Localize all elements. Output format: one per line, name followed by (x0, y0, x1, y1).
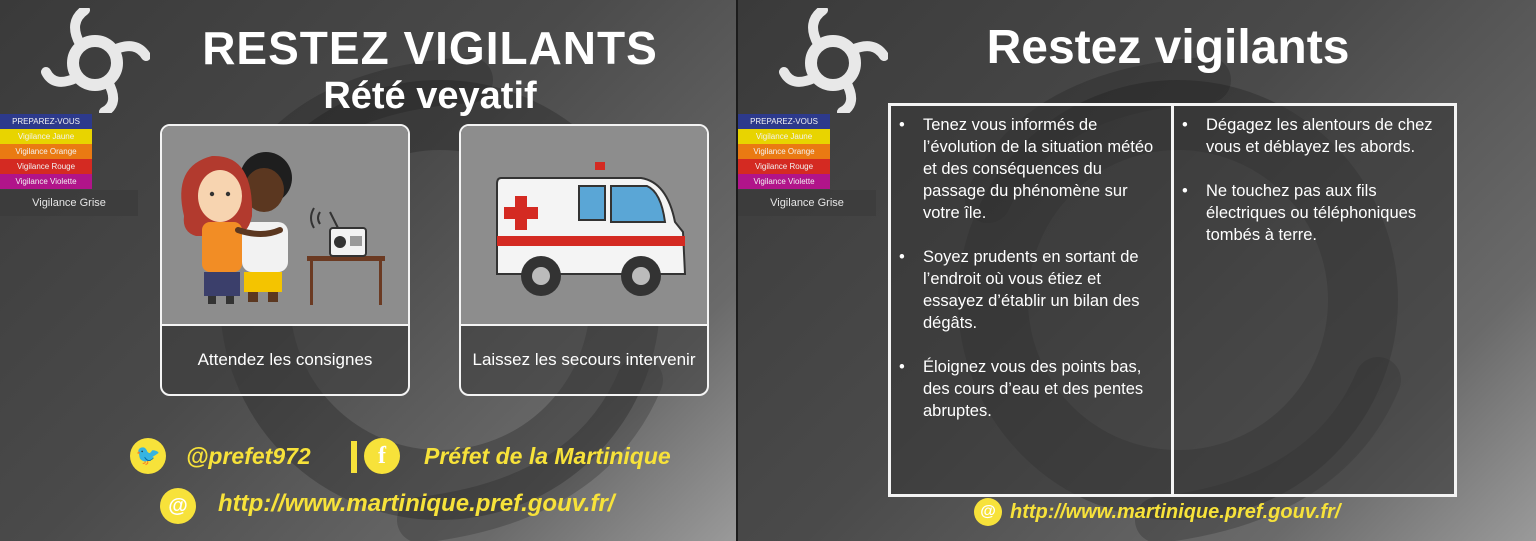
page-title: RESTEZ VIGILANTS (202, 22, 658, 74)
at-sign-icon: @ (160, 488, 196, 524)
level-preparez-vous: PREPAREZ-VOUS (738, 114, 830, 129)
facebook-page[interactable]: Préfet de la Martinique (424, 443, 671, 469)
advice-item: • Ne touchez pas aux fils électriques ou téléphoniques tombés à terre. (1206, 180, 1444, 246)
level-preparez-vous: PREPAREZ-VOUS (0, 114, 92, 129)
advice-item: • Soyez prudents en sortant de l’endroit où vous étiez et essayez d’établir un bilan des dégâts. (923, 246, 1161, 334)
level-grise: Vigilance Grise (0, 190, 138, 216)
card-caption: Attendez les consignes (197, 350, 373, 369)
card-secours (459, 124, 709, 396)
advice-column-left (891, 106, 1174, 494)
vigilance-levels (0, 114, 92, 189)
card-attendez (160, 124, 410, 396)
card-illustration (461, 126, 707, 326)
website-link[interactable]: http://www.martinique.pref.gouv.fr/ (1010, 501, 1341, 523)
at-sign-icon: @ (974, 498, 1002, 526)
level-rouge: Vigilance Rouge (738, 159, 830, 174)
advice-item: • Tenez vous informés de l’évolution de la situation météo et des conséquences du passage du phénomène sur votre île. (923, 114, 1161, 224)
level-rouge: Vigilance Rouge (0, 159, 92, 174)
cyclone-logo-icon (40, 8, 150, 113)
card-illustration (162, 126, 408, 326)
advice-item: • Éloignez vous des points bas, des cours d’eau et des pentes abruptes. (923, 356, 1161, 422)
level-violette: Vigilance Violette (738, 174, 830, 189)
website-link[interactable]: http://www.martinique.pref.gouv.fr/ (218, 490, 615, 517)
level-violette: Vigilance Violette (0, 174, 92, 189)
advice-column-right (1174, 106, 1454, 494)
page-subtitle: Rété veyatif (323, 75, 537, 117)
level-grise: Vigilance Grise (738, 190, 876, 216)
twitter-icon[interactable]: 🐦 (130, 438, 166, 474)
level-orange: Vigilance Orange (0, 144, 92, 159)
radio-icon (311, 208, 366, 256)
twitter-handle[interactable]: @prefet972 (186, 443, 311, 469)
level-jaune: Vigilance Jaune (738, 129, 830, 144)
left-slide (0, 0, 738, 541)
card-caption: Laissez les secours intervenir (472, 350, 696, 369)
advice-table (888, 103, 1457, 497)
level-jaune: Vigilance Jaune (0, 129, 92, 144)
cyclone-logo-icon (778, 8, 888, 113)
facebook-icon[interactable]: f (364, 438, 400, 474)
vigilance-levels (738, 114, 830, 189)
ambulance-icon (461, 126, 707, 324)
divider (351, 441, 357, 473)
people-radio-illustration (162, 126, 408, 324)
advice-item: • Dégagez les alentours de chez vous et déblayez les abords. (1206, 114, 1444, 158)
right-slide (738, 0, 1536, 541)
page-title: Restez vigilants (986, 21, 1350, 74)
level-orange: Vigilance Orange (738, 144, 830, 159)
